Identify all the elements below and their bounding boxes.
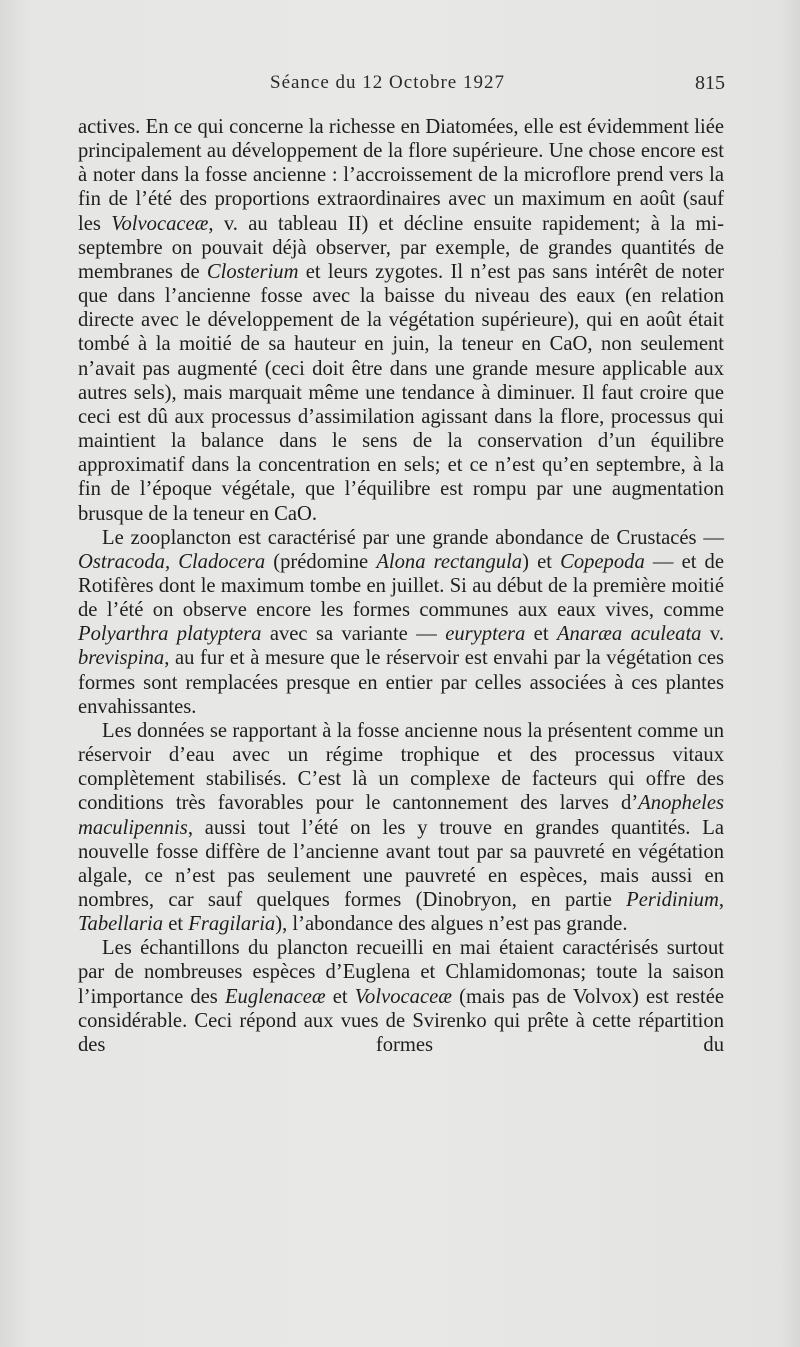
italic-term: Peridinium	[626, 889, 719, 911]
text-run: Le zooplancton est caractérisé par une grande abondance de Crustacés —	[102, 526, 724, 549]
text-run: , v. au tableau II) et décline ensuite rapidement; à la mi-septembre on pouvait déjà observer, par exemple, de grandes quantités de membranes de	[78, 212, 725, 283]
text-run: ,	[718, 889, 724, 911]
text-run: et	[163, 913, 189, 936]
italic-term: Closterium	[206, 260, 299, 283]
text-run: ) et	[522, 550, 561, 573]
paragraph	[78, 115, 724, 526]
italic-term: Copepoda	[560, 550, 645, 573]
text-run: v.	[701, 623, 724, 646]
text-run: actives. En ce qui concerne la richesse en Diatomées, elle est évidemment liée principalement au développement de la flore supérieure. Une chose encore est à noter dans la fosse ancienne : l’accroissement de la microflore prend vers la fin de l’été des proportions extraordinaires avec un maximum en août (sauf les	[78, 116, 724, 235]
text-run: Les données se rapportant à la fosse ancienne nous la présentent comme un réservoir d’eau avec un régime trophique et des processus vitaux complètement stabilisés. C’est là un complexe de facteurs qui offre des conditions très favorables pour le cantonnement des larves d’	[78, 719, 724, 815]
italic-term: Fragilaria	[188, 913, 276, 936]
running-title: Séance du 12 Octobre 1927	[270, 72, 505, 93]
italic-term: Polyarthra platyptera	[78, 623, 262, 646]
italic-term: euryptera	[445, 623, 526, 646]
italic-term: brevispina	[78, 647, 165, 670]
italic-term: Tabellaria	[78, 913, 164, 936]
text-run: avec sa variante —	[261, 623, 446, 646]
text-run: — et de Rotifères dont le maximum tombe en juillet. Si au début de la première moitié de l’été on observe encore les formes communes aux eaux vives, comme	[78, 550, 724, 622]
body-text	[78, 115, 724, 1057]
paragraph	[78, 526, 724, 719]
page-header	[80, 72, 725, 102]
paragraph	[78, 936, 724, 1057]
text-run: (prédomine	[265, 550, 377, 573]
text-run: ), l’abondance des algues n’est pas grande.	[275, 913, 628, 936]
italic-term: Euglenaceæ	[224, 985, 326, 1008]
italic-term: Ostracoda, Cladocera	[78, 550, 266, 573]
text-run: , aussi tout l’été on les y trouve en grandes quantités. La nouvelle fosse diffère de l’ancienne avant tout par sa pauvreté en végétation algale, ce n’est pas seulement une pauvreté en espèces, mais aussi en nombres, car sauf quelques formes (Dinobryon, en partie	[78, 816, 724, 911]
text-run: Les échantillons du plancton recueilli en mai étaient caractérisés surtout par de nombreuses espèces d’Euglena et Chlamidomonas; toute la saison l’importance des	[78, 937, 724, 1008]
text-run: et	[325, 985, 355, 1008]
italic-term: Volvocaceæ	[354, 985, 452, 1008]
text-run: , au fur et à mesure que le réservoir est envahi par la végétation ces formes sont remplacées presque en entier par celles associées à ces plantes envahissantes.	[78, 647, 724, 718]
italic-term: Anopheles maculipennis	[78, 792, 724, 839]
text-run: (mais pas de Volvox) est restée considérable. Ceci répond aux vues de Svirenko qui prête à cette répartition des formes du	[78, 985, 724, 1056]
italic-term: Anaræa aculeata	[556, 623, 702, 646]
text-run: et leurs zygotes. Il n’est pas sans intérêt de noter que dans l’ancienne fosse avec la baisse du niveau des eaux (en relation directe avec le développement de la végétation supérieure), qui en août était tombé à la moitié de sa hauteur en juin, la teneur en CaO, non seulement n’avait pas augmenté (ceci doit être dans une grande mesure applicable aux autres sels), mais marquait même une tendance à diminuer. Il faut croire que ceci est dû aux processus d’assimilation agissant dans la flore, processus qui maintient la balance dans le sens de la conservation d’un équilibre approximatif dans la concentration en sels; et ce n’est qu’en septembre, à la fin de l’époque végétale, que l’équilibre est rompu par une augmentation brusque de la teneur en CaO.	[78, 260, 724, 525]
paragraph	[78, 719, 724, 936]
text-run: et	[525, 623, 557, 646]
italic-term: Volvocaceæ	[111, 212, 209, 235]
italic-term: Alona rectangula	[376, 550, 523, 573]
page-number: 815	[695, 72, 725, 94]
